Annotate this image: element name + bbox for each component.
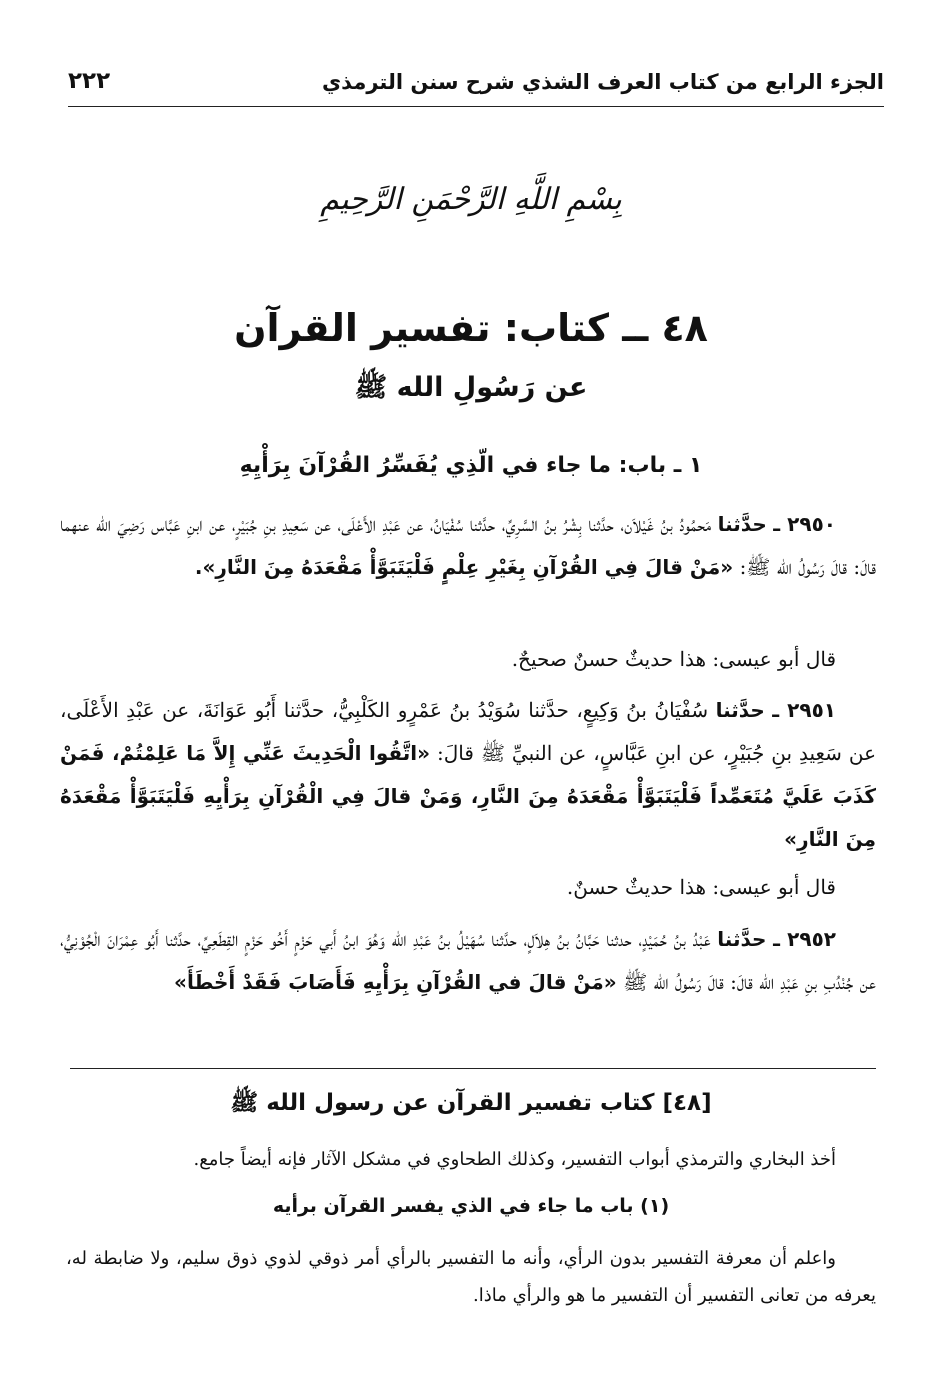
hadith-number: ٢٩٥٢ ـ bbox=[773, 927, 836, 951]
hadith-grading: قال أبو عيسى: هذا حديثٌ حسنٌ. bbox=[566, 875, 836, 899]
running-title: الجزء الرابع من كتاب العرف الشذي شرح سنن الترمذي bbox=[321, 70, 884, 94]
commentary-subheading: (١) باب ما جاء في الذي يفسر القرآن برأيه bbox=[272, 1195, 670, 1217]
hadith-2952 bbox=[60, 918, 876, 1004]
hadith-isnad: مَحمُودُ بنُ غَيْلاَن، حدَّثنا بِشْرُ بنُ السَّرِيِّ، حدَّثنا سُفْيَانُ، عن عَبْدِ الأَعْلَى، عن سَعِيدِ بنِ جُبَيْرٍ، عن ابنِ عَبَّاس رَضِيَ الله عنهما قالَ: قالَ رَسُولُ الله ﷺ: bbox=[60, 512, 876, 579]
book-subtitle: عن رَسُولِ الله ﷺ bbox=[354, 372, 588, 403]
basmala-calligraphy: بِسْمِ اللَّهِ الرَّحْمَنِ الرَّحِيمِ bbox=[320, 182, 622, 217]
book-title: ٤٨ ــ كتاب: تفسير القرآن bbox=[234, 306, 708, 350]
commentary-intro: أخذ البخاري والترمذي أبواب التفسير، وكذلك الطحاوي في مشكل الآثار فإنه أيضاً جامع. bbox=[193, 1149, 836, 1170]
commentary-heading: [٤٨] كتاب تفسير القرآن عن رسول الله ﷺ bbox=[230, 1090, 712, 1116]
hadith-matn: «مَنْ قالَ في القُرْآنِ بِرَأْيِهِ فَأَصَابَ فَقَدْ أَخْطَأَ» bbox=[174, 970, 617, 994]
chapter-title: ١ ـ باب: ما جاء في الّذِي يُفَسِّرُ القُرْآنَ بِرَأْيِهِ bbox=[239, 453, 703, 478]
hadith-number: ٢٩٥١ ـ bbox=[772, 698, 836, 722]
hadith-isnad: عَبْدُ بنُ حُمَيْدٍ، حدثنا حَبَّانُ بنُ هِلاَلٍ، حدَّثنا سُهَيْلُ بنُ عَبْدِ الله وَهُوَ ابنُ أَبي حَزْمٍ أَخُو حَزْمٍ القِطَعِيِّ، حدَّثنا أَبُو عِمْرَانَ الْجُوْنِيُّ، عن جُنْدُبِ بنِ عَبْدِ الله قالَ: قالَ رَسُولُ الله ﷺ bbox=[60, 927, 876, 994]
hadith-grading: قال أبو عيسى: هذا حديثٌ حسنٌ صحيحٌ. bbox=[511, 647, 836, 671]
hadith-matn: «اتَّقُوا الْحَدِيثَ عَنِّي إِلاَّ مَا عَلِمْتُمْ، فَمَنْ كَذَبَ عَلَيَّ مُتَعَمِّداً فَلْيَتَبَوَّأْ مَقْعَدَهُ مِنَ النَّارِ، وَمَنْ قالَ فِي الْقُرْآنِ بِرَأْيِهِ فَلْيَتَبَوَّأْ مَقْعَدَهُ مِنَ النَّارِ» bbox=[60, 741, 876, 851]
hadith-number: ٢٩٥٠ ـ bbox=[773, 512, 836, 536]
hadith-lead: حدَّثنا bbox=[717, 512, 767, 536]
running-header bbox=[68, 66, 884, 107]
hadith-matn: «مَنْ قالَ فِي القُرْآنِ بِغَيْرِ عِلْمٍ فَلْيَتَبَوَّأْ مَقْعَدَهُ مِنَ النَّارِ». bbox=[194, 555, 734, 579]
footnote-divider bbox=[70, 1068, 876, 1069]
hadith-isnad: سُفْيَانُ بنُ وَكِيعٍ، حدَّثنا سُوَيْدُ بنُ عَمْرٍو الكَلْبِيُّ، حدَّثنا أَبُو عَوَانَةَ، عن عَبْدِ الأَعْلَى، عن سَعِيدِ بنِ جُبَيْرٍ، عن ابنِ عَبَّاسٍ، عن النبيِّ ﷺ قالَ: bbox=[60, 698, 876, 765]
hadith-lead: حدَّثنا bbox=[717, 927, 767, 951]
page-number: ٢٢٢ bbox=[68, 68, 111, 94]
commentary-body: واعلم أن معرفة التفسير بدون الرأي، وأنه ما التفسير بالرأي أمر ذوقي لذوي ذوق سليم، ولا ضابطة له، يعرفه من تعانى التفسير أن التفسير ما هو والرأي ماذا. bbox=[66, 1248, 876, 1306]
hadith-lead: حدَّثنا bbox=[715, 698, 765, 722]
hadith-2951 bbox=[60, 689, 876, 861]
hadith-2950 bbox=[60, 503, 876, 589]
